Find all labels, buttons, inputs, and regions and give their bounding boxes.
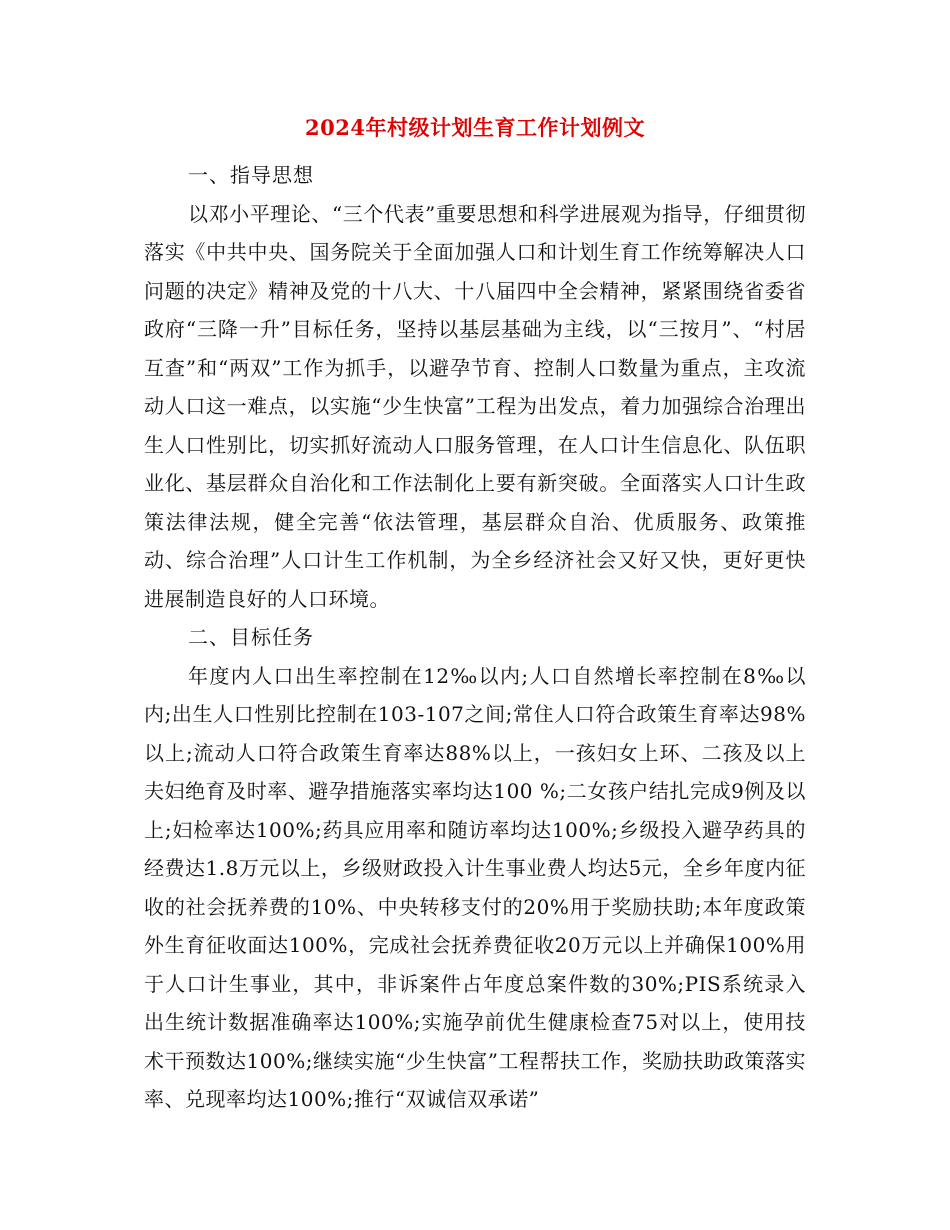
section-paragraph: 以邓小平理论、“三个代表”重要思想和科学进展观为指导，仔细贯彻落实《中共中央、国务院关于全面加强人口和计划生育工作统筹解决人口问题的决定》精神及党的十八大、十八届四中全会精神，紧紧围绕省委省政府“三降一升”目标任务，坚持以基层基础为主线，以“三按月”、“村居互查”和“两双”工作为抓手，以避孕节育、控制人口数量为重点，主攻流动人口这一难点，以实施“少生快富”工程为出发点，着力加强综合治理出生人口性别比，切实抓好流动人口服务管理，在人口计生信息化、队伍职业化、基层群众自治化和工作法制化上要有新突破。全面落实人口计生政策法律法规，健全完善“依法管理，基层群众自治、优质服务、政策推动、综合治理”人口计生工作机制，为全乡经济社会又好又快，更好更快进展制造良好的人口环境。 bbox=[144, 201, 806, 611]
section-heading: 一、指导思想 bbox=[188, 163, 314, 187]
document-page bbox=[144, 112, 806, 1119]
section-guiding-ideology bbox=[144, 156, 806, 618]
document-title: 2024年村级计划生育工作计划例文 bbox=[305, 115, 645, 140]
section-paragraph: 年度内人口出生率控制在12‰以内;人口自然增长率控制在8‰以内;出生人口性别比控制在103-107之间;常住人口符合政策生育率达98%以上;流动人口符合政策生育率达88%以上，一孩妇女上环、二孩及以上夫妇绝育及时率、避孕措施落实率均达100 %;二女孩户结扎完成9例及以上;妇检率达100%;药具应用率和随访率均达100%;乡级投入避孕药具的经费达1.8万元以上，乡级财政投入计生事业费人均达5元，全乡年度内征收的社会抚养费的10%、中央转移支付的20%用于奖励扶助;本年度政策外生育征收面达100%，完成社会抚养费征收20万元以上并确保100%用于人口计生事业，其中，非诉案件占年度总案件数的30%;PIS系统录入出生统计数据准确率达100%;实施孕前优生健康检查75对以上，使用技术干预数达100%;继续实施“少生快富”工程帮扶工作，奖励扶助政策落实率、兑现率均达100%;推行“双诚信双承诺” bbox=[144, 663, 806, 1111]
section-heading: 二、目标任务 bbox=[188, 625, 314, 649]
section-goals-tasks bbox=[144, 618, 806, 1119]
